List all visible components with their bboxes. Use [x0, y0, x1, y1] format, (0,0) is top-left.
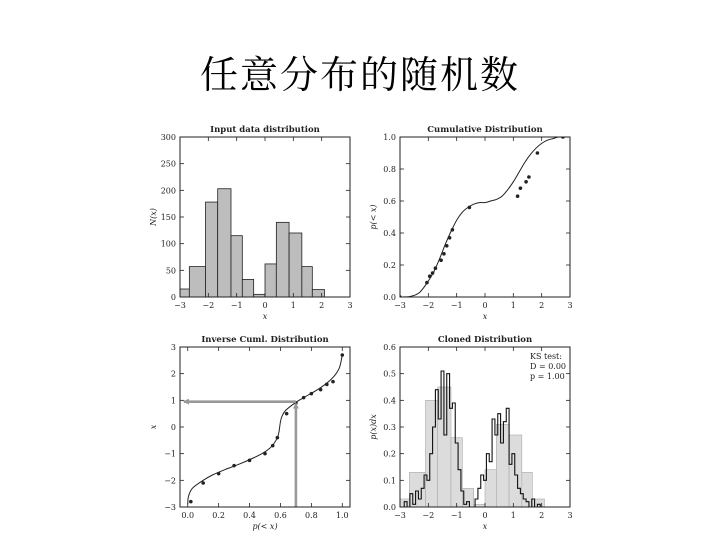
- x-tick-label: 1: [290, 301, 296, 310]
- y-tick-label: 1.0: [383, 133, 396, 142]
- y-tick-label: 0: [170, 423, 176, 432]
- x-axis-label: x: [262, 312, 268, 321]
- bar: [231, 236, 242, 297]
- data-point: [189, 500, 193, 504]
- plot-frame: [180, 347, 350, 507]
- x-tick-label: 0: [262, 301, 268, 310]
- chart-title: Input data distribution: [210, 125, 320, 135]
- data-point: [319, 388, 323, 392]
- y-tick-label: 0.5: [383, 369, 396, 379]
- x-tick-label: 2: [319, 301, 325, 310]
- x-tick-label: −2: [202, 301, 215, 310]
- data-point: [451, 228, 455, 232]
- x-tick-label: 0.4: [243, 511, 256, 520]
- data-point: [201, 481, 205, 485]
- x-tick-label: 3: [347, 301, 353, 310]
- y-tick-label: 0.2: [383, 261, 396, 270]
- bar: [180, 289, 189, 297]
- y-tick-label: 0.0: [383, 503, 396, 512]
- x-tick-label: 1: [510, 511, 516, 520]
- cumulative-distribution-chart: [360, 120, 580, 325]
- data-point: [302, 396, 306, 400]
- y-tick-label: 0.6: [383, 197, 396, 206]
- data-point: [310, 392, 314, 396]
- x-tick-label: 3: [567, 511, 573, 520]
- y-tick-label: 3: [170, 343, 176, 352]
- y-axis-label: N(x): [149, 208, 158, 226]
- x-axis-label: p(< x): [252, 522, 278, 531]
- y-tick-label: 0.6: [383, 343, 396, 352]
- y-tick-label: 0: [170, 293, 176, 302]
- data-point: [325, 383, 329, 387]
- y-tick-label: 50: [165, 266, 176, 276]
- x-tick-label: −2: [422, 511, 435, 520]
- ks-test-annotation: KS test:: [530, 352, 562, 361]
- y-axis-label: x: [149, 424, 158, 430]
- x-tick-label: 0.2: [212, 511, 226, 520]
- y-tick-label: 300: [160, 133, 176, 142]
- x-axis-label: x: [482, 522, 488, 531]
- y-tick-label: 0.1: [383, 476, 396, 486]
- data-point: [340, 353, 344, 357]
- bar: [265, 264, 276, 297]
- data-point: [248, 459, 252, 463]
- y-tick-label: 150: [160, 213, 176, 222]
- y-tick-label: 0.4: [383, 396, 396, 406]
- y-tick-label: −2: [164, 476, 176, 486]
- data-point: [519, 186, 523, 190]
- bar: [189, 267, 205, 297]
- x-tick-label: 0.6: [274, 511, 287, 520]
- data-point: [425, 281, 429, 285]
- inverse-cumulative-chart: [140, 330, 360, 535]
- x-tick-label: 3: [567, 301, 573, 310]
- input-bar: [509, 435, 522, 507]
- slide-title: 任意分布的随机数: [199, 53, 520, 97]
- data-point: [448, 236, 452, 240]
- data-point: [524, 180, 528, 184]
- data-point: [445, 244, 449, 248]
- chart-title: Inverse Cuml. Distribution: [201, 335, 329, 345]
- line-group: [188, 353, 344, 504]
- y-tick-label: 0.8: [383, 165, 396, 174]
- data-point: [276, 436, 280, 440]
- bar: [312, 290, 324, 297]
- input-bar: [409, 472, 425, 507]
- bar: [242, 279, 253, 297]
- data-point: [331, 380, 335, 384]
- bar: [276, 222, 289, 297]
- data-point: [263, 452, 267, 456]
- inverse-cdf-line: [188, 355, 343, 504]
- x-tick-label: 1: [510, 301, 516, 310]
- data-point: [516, 194, 520, 198]
- x-tick-label: −1: [230, 301, 243, 310]
- x-tick-label: −3: [394, 511, 406, 520]
- x-tick-label: 1.0: [335, 511, 349, 520]
- x-tick-label: 0: [482, 301, 488, 310]
- x-tick-label: −1: [450, 301, 463, 310]
- y-tick-label: 2: [170, 369, 176, 379]
- data-point: [285, 412, 289, 416]
- bar: [302, 267, 312, 297]
- x-tick-label: −3: [174, 301, 186, 310]
- x-tick-label: 0.0: [181, 511, 195, 520]
- ks-test-annotation: p = 1.00: [530, 372, 565, 381]
- data-point: [217, 472, 221, 476]
- x-tick-label: 2: [539, 301, 545, 310]
- data-point: [439, 258, 443, 262]
- data-point: [442, 252, 446, 256]
- data-point: [431, 271, 435, 275]
- data-point: [232, 464, 236, 468]
- x-tick-label: 2: [539, 511, 545, 520]
- y-tick-label: 1: [170, 396, 176, 406]
- input-bar: [496, 424, 509, 507]
- plot-frame: [400, 137, 570, 297]
- data-point: [468, 206, 472, 210]
- data-point: [527, 175, 531, 179]
- y-tick-label: 0.2: [383, 449, 396, 459]
- cloned-distribution-chart: [360, 330, 580, 535]
- bar: [289, 233, 302, 297]
- y-tick-label: 0.4: [383, 229, 396, 238]
- y-axis-label: p(x)dx: [369, 414, 378, 440]
- x-tick-label: 0: [482, 511, 488, 520]
- x-axis-label: x: [482, 312, 488, 321]
- data-point: [271, 444, 275, 448]
- chart-title: Cumulative Distribution: [427, 125, 543, 135]
- chart-title: Cloned Distribution: [437, 335, 533, 345]
- y-tick-label: 200: [160, 186, 176, 196]
- input-distribution-chart: [140, 120, 360, 325]
- y-tick-label: 0.3: [383, 423, 396, 432]
- cdf-line: [403, 137, 567, 297]
- y-tick-label: 100: [160, 239, 176, 249]
- ks-test-annotation: D = 0.00: [530, 362, 567, 371]
- data-point: [434, 266, 438, 270]
- x-tick-label: −1: [450, 511, 463, 520]
- bars-group: [180, 189, 325, 297]
- y-tick-label: −1: [164, 449, 176, 459]
- bar: [206, 202, 218, 297]
- y-tick-label: 0.0: [383, 293, 396, 302]
- data-point: [428, 274, 432, 278]
- x-tick-label: 0.8: [304, 511, 318, 520]
- bars-group: [400, 371, 569, 507]
- y-tick-label: −3: [164, 503, 176, 512]
- line-group: [398, 135, 567, 299]
- y-tick-label: 250: [160, 159, 176, 169]
- y-axis-label: p(< x): [369, 204, 378, 230]
- data-point: [536, 151, 540, 155]
- x-tick-label: −2: [422, 301, 435, 310]
- x-tick-label: −3: [394, 301, 406, 310]
- bar: [218, 189, 231, 297]
